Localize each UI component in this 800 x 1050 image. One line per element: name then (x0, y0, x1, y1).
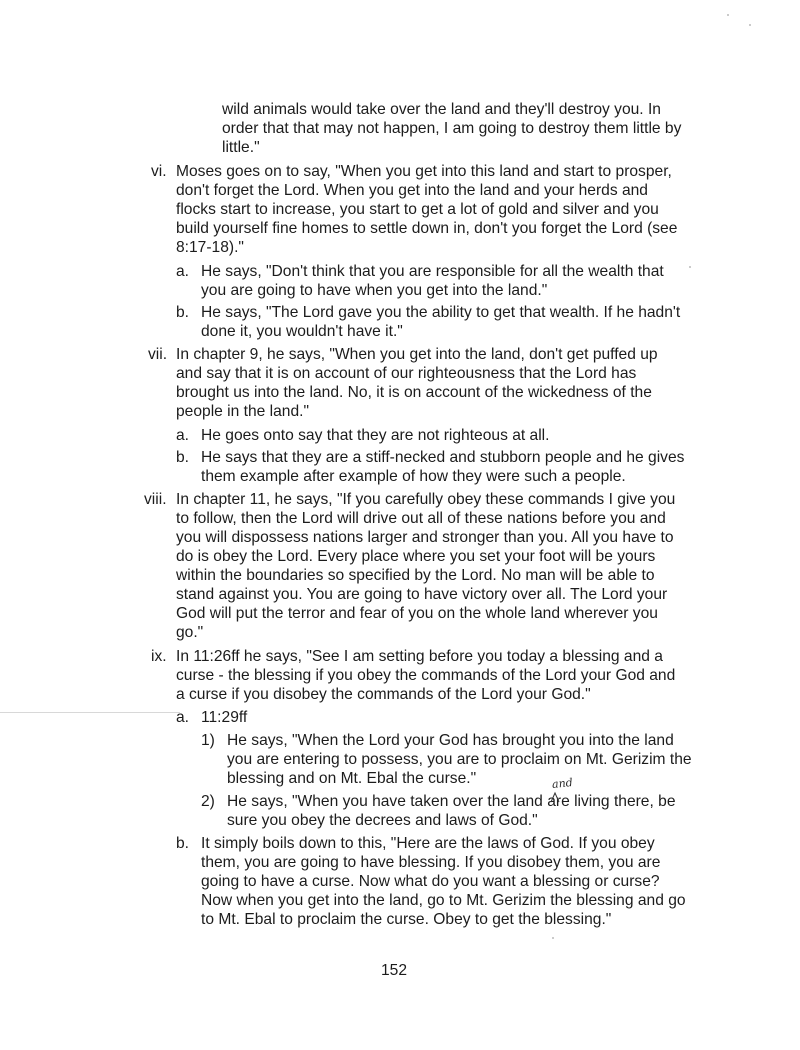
text-segment: are living there, be (547, 793, 676, 810)
text-line: He goes onto say that they are not righteous at all. (201, 427, 550, 444)
item-vi (176, 162, 677, 257)
subitem-ix-a-heading: 11:29ff (201, 709, 248, 726)
text-line: 8:17-18)." (176, 239, 244, 256)
subitem-vii-b (201, 448, 684, 486)
text-line: go." (176, 624, 204, 641)
text-line: them, you are going to have blessing. If you disobey them, you are (201, 854, 661, 871)
handwritten-insertion: and (551, 775, 574, 792)
item-marker-vii: vii. (148, 346, 168, 363)
subitem-marker-vii-a: a. (176, 427, 190, 444)
item-vii (176, 345, 658, 421)
subitem-vii-a (201, 426, 549, 445)
subitem-marker-ix-a: a. (176, 709, 190, 726)
text-line: He says, "The Lord gave you the ability to get that wealth. If he hadn't (201, 304, 681, 321)
subsubitem-marker-ix-a-1: 1) (201, 732, 215, 749)
text-line: sure you obey the decrees and laws of God." (227, 812, 538, 829)
text-line: In chapter 11, he says, "If you carefully obey these commands I give you (176, 491, 676, 508)
scan-speck (727, 14, 729, 16)
item-marker-viii: viii. (144, 491, 167, 508)
item-viii (176, 490, 675, 642)
item-marker-vi: vi. (151, 163, 167, 180)
scan-speck (689, 266, 691, 268)
text-line: do is obey the Lord. Every place where you set your foot will be yours (176, 548, 656, 565)
text-line: people in the land." (176, 403, 309, 420)
text-line: to follow, then the Lord will drive out all of these nations before you and (176, 510, 666, 527)
subitem-marker-vi-a: a. (176, 263, 190, 280)
text-line: a curse if you disobey the commands of the Lord your God." (176, 686, 591, 703)
item-ix (176, 647, 675, 704)
item-marker-ix: ix. (151, 648, 167, 665)
text-line: It simply boils down to this, "Here are the laws of God. If you obey (201, 835, 655, 852)
subitem-marker-ix-b: b. (176, 835, 190, 852)
subitem-vi-a (201, 262, 664, 300)
text-line: done it, you wouldn't have it." (201, 323, 403, 340)
text-line: within the boundaries so specified by the Lord. No man will be able to (176, 567, 655, 584)
text-line: build yourself fine homes to settle down in, don't you forget the Lord (see (176, 220, 678, 237)
text-line: little." (222, 139, 260, 156)
page-number: 152 (381, 962, 408, 979)
text-line: blessing and on Mt. Ebal the curse." (227, 770, 477, 787)
text-line: don't forget the Lord. When you get into the land and your herds and (176, 182, 648, 199)
text-line: In chapter 9, he says, "When you get into the land, don't get puffed up (176, 346, 658, 363)
text-line: He says, "When the Lord your God has brought you into the land (227, 732, 674, 749)
subitem-marker-vi-b: b. (176, 304, 190, 321)
text-line: Moses goes on to say, "When you get into this land and start to prosper, (176, 163, 672, 180)
intro-paragraph (222, 100, 681, 157)
text-line: flocks start to increase, you start to get a lot of gold and silver and you (176, 201, 659, 218)
subitem-vi-b (201, 303, 680, 341)
subitem-marker-vii-b: b. (176, 449, 190, 466)
text-line: you are going to have when you get into the land." (201, 282, 548, 299)
scan-line (0, 712, 180, 713)
text-line: you will dispossess nations larger and stronger than you. All you have to (176, 529, 674, 546)
text-line: going to have a curse. Now what do you want a blessing or curse? (201, 873, 660, 890)
text-line: In 11:26ff he says, "See I am setting before you today a blessing and a (176, 648, 663, 665)
text-line (227, 792, 676, 811)
text-line: order that that may not happen, I am going to destroy them little by (222, 120, 682, 137)
text-line: curse - the blessing if you obey the commands of the Lord your God and (176, 667, 676, 684)
subsubitem-marker-ix-a-2: 2) (201, 793, 215, 810)
text-line: He says, "Don't think that you are responsible for all the wealth that (201, 263, 664, 280)
text-line: to Mt. Ebal to proclaim the curse. Obey to get the blessing." (201, 911, 612, 928)
text-line: you are entering to possess, you are to proclaim on Mt. Gerizim the (227, 751, 692, 768)
text-line: stand against you. You are going to have victory over all. The Lord your (176, 586, 668, 603)
text-line: brought us into the land. No, it is on account of the wickedness of the (176, 384, 652, 401)
text-line: them example after example of how they were such a people. (201, 468, 626, 485)
text-line: God will put the terror and fear of you on the whole land wherever you (176, 605, 658, 622)
scan-speck (552, 937, 554, 939)
caret-mark-icon (550, 791, 564, 803)
text-segment: He says, "When you have taken over the land (227, 793, 543, 810)
subsubitem-ix-a-1 (227, 731, 692, 788)
text-line: and say that it is on account of our righteousness that the Lord has (176, 365, 637, 382)
text-line: He says that they are a stiff-necked and stubborn people and he gives (201, 449, 685, 466)
subsubitem-ix-a-2 (227, 792, 676, 830)
text-line: wild animals would take over the land and they'll destroy you. In (222, 101, 661, 118)
subitem-ix-b (201, 834, 686, 929)
text-line: Now when you get into the land, go to Mt. Gerizim the blessing and go (201, 892, 686, 909)
scan-speck (749, 24, 751, 26)
